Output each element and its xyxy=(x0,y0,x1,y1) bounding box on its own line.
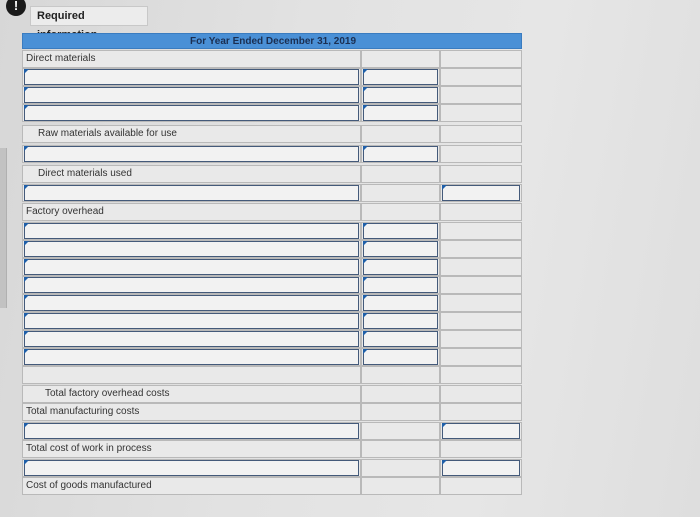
alert-icon: ! xyxy=(6,0,26,16)
total-cell xyxy=(440,258,522,276)
amount-cell xyxy=(361,440,440,458)
total-cell xyxy=(440,86,522,104)
amount-input[interactable] xyxy=(363,259,438,275)
total-cell xyxy=(440,385,522,403)
row-label-cost-of-goods-manufactured: Cost of goods manufactured xyxy=(22,477,361,495)
total-cell xyxy=(440,104,522,122)
table-row xyxy=(22,276,522,294)
amount-input[interactable] xyxy=(363,277,438,293)
table-row xyxy=(22,312,522,330)
row-label-total-manufacturing: Total manufacturing costs xyxy=(22,403,361,421)
amount-cell xyxy=(361,125,440,143)
row-label-raw-materials-available: Raw materials available for use xyxy=(22,125,361,143)
amount-input[interactable] xyxy=(363,223,438,239)
item-dropdown[interactable] xyxy=(24,295,359,311)
total-cell xyxy=(440,348,522,366)
table-row xyxy=(22,477,522,495)
total-cell xyxy=(440,240,522,258)
table-row xyxy=(22,403,522,421)
total-cell xyxy=(440,203,522,221)
amount-cell xyxy=(361,165,440,183)
table-row xyxy=(22,385,522,403)
total-cell xyxy=(440,145,522,163)
table-row xyxy=(22,240,522,258)
item-dropdown[interactable] xyxy=(24,277,359,293)
total-cell xyxy=(440,330,522,348)
item-dropdown[interactable] xyxy=(24,146,359,162)
amount-cell xyxy=(361,403,440,421)
table-row xyxy=(22,222,522,240)
item-dropdown[interactable] xyxy=(24,349,359,365)
amount-input[interactable] xyxy=(363,105,438,121)
total-cell xyxy=(440,165,522,183)
total-cell xyxy=(440,50,522,68)
table-row xyxy=(22,184,522,202)
table-row xyxy=(22,86,522,104)
table-row xyxy=(22,125,522,143)
item-dropdown[interactable] xyxy=(24,460,359,476)
table-row xyxy=(22,203,522,221)
item-dropdown[interactable] xyxy=(24,105,359,121)
amount-cell xyxy=(361,366,440,384)
total-cell xyxy=(440,440,522,458)
amount-cell xyxy=(361,203,440,221)
total-cell xyxy=(440,366,522,384)
item-dropdown[interactable] xyxy=(24,313,359,329)
amount-input[interactable] xyxy=(363,241,438,257)
table-row xyxy=(22,366,522,384)
table-row xyxy=(22,294,522,312)
amount-cell xyxy=(361,385,440,403)
total-cell xyxy=(440,68,522,86)
row-label-total-factory-overhead: Total factory overhead costs xyxy=(22,385,361,403)
table-row xyxy=(22,459,522,477)
table-row xyxy=(22,50,522,68)
table-row xyxy=(22,258,522,276)
table-header xyxy=(22,33,522,49)
table-row xyxy=(22,348,522,366)
table-row xyxy=(22,330,522,348)
amount-cell xyxy=(361,184,440,202)
amount-input[interactable] xyxy=(363,146,438,162)
row-label-total-work-in-process: Total cost of work in process xyxy=(22,440,361,458)
amount-cell xyxy=(361,422,440,440)
amount-cell xyxy=(361,477,440,495)
item-dropdown[interactable] xyxy=(24,423,359,439)
period-heading: For Year Ended December 31, 2019 xyxy=(189,36,356,47)
total-cell xyxy=(440,312,522,330)
row-label-direct-materials: Direct materials xyxy=(22,50,361,68)
item-dropdown[interactable] xyxy=(24,185,359,201)
label-cell xyxy=(22,366,361,384)
total-cell xyxy=(440,125,522,143)
amount-input[interactable] xyxy=(363,69,438,85)
item-dropdown[interactable] xyxy=(24,331,359,347)
required-information-heading: Required xyxy=(30,6,148,26)
item-dropdown[interactable] xyxy=(24,69,359,85)
total-cell xyxy=(440,276,522,294)
table-row xyxy=(22,145,522,163)
left-edge-scrollbar[interactable] xyxy=(0,148,7,308)
amount-cell xyxy=(361,50,440,68)
total-cell xyxy=(440,477,522,495)
total-input[interactable] xyxy=(442,185,520,201)
schedule-table xyxy=(22,33,522,497)
total-cell xyxy=(440,222,522,240)
item-dropdown[interactable] xyxy=(24,223,359,239)
item-dropdown[interactable] xyxy=(24,241,359,257)
amount-input[interactable] xyxy=(363,295,438,311)
table-row xyxy=(22,440,522,458)
amount-input[interactable] xyxy=(363,313,438,329)
amount-cell xyxy=(361,459,440,477)
table-row xyxy=(22,422,522,440)
amount-input[interactable] xyxy=(363,349,438,365)
item-dropdown[interactable] xyxy=(24,259,359,275)
row-label-factory-overhead: Factory overhead xyxy=(22,203,361,221)
table-row xyxy=(22,104,522,122)
total-input[interactable] xyxy=(442,423,520,439)
amount-input[interactable] xyxy=(363,87,438,103)
table-row xyxy=(22,165,522,183)
total-cell xyxy=(440,294,522,312)
total-cell xyxy=(440,403,522,421)
row-label-direct-materials-used: Direct materials used xyxy=(22,165,361,183)
table-row xyxy=(22,68,522,86)
amount-input[interactable] xyxy=(363,331,438,347)
total-input[interactable] xyxy=(442,460,520,476)
item-dropdown[interactable] xyxy=(24,87,359,103)
